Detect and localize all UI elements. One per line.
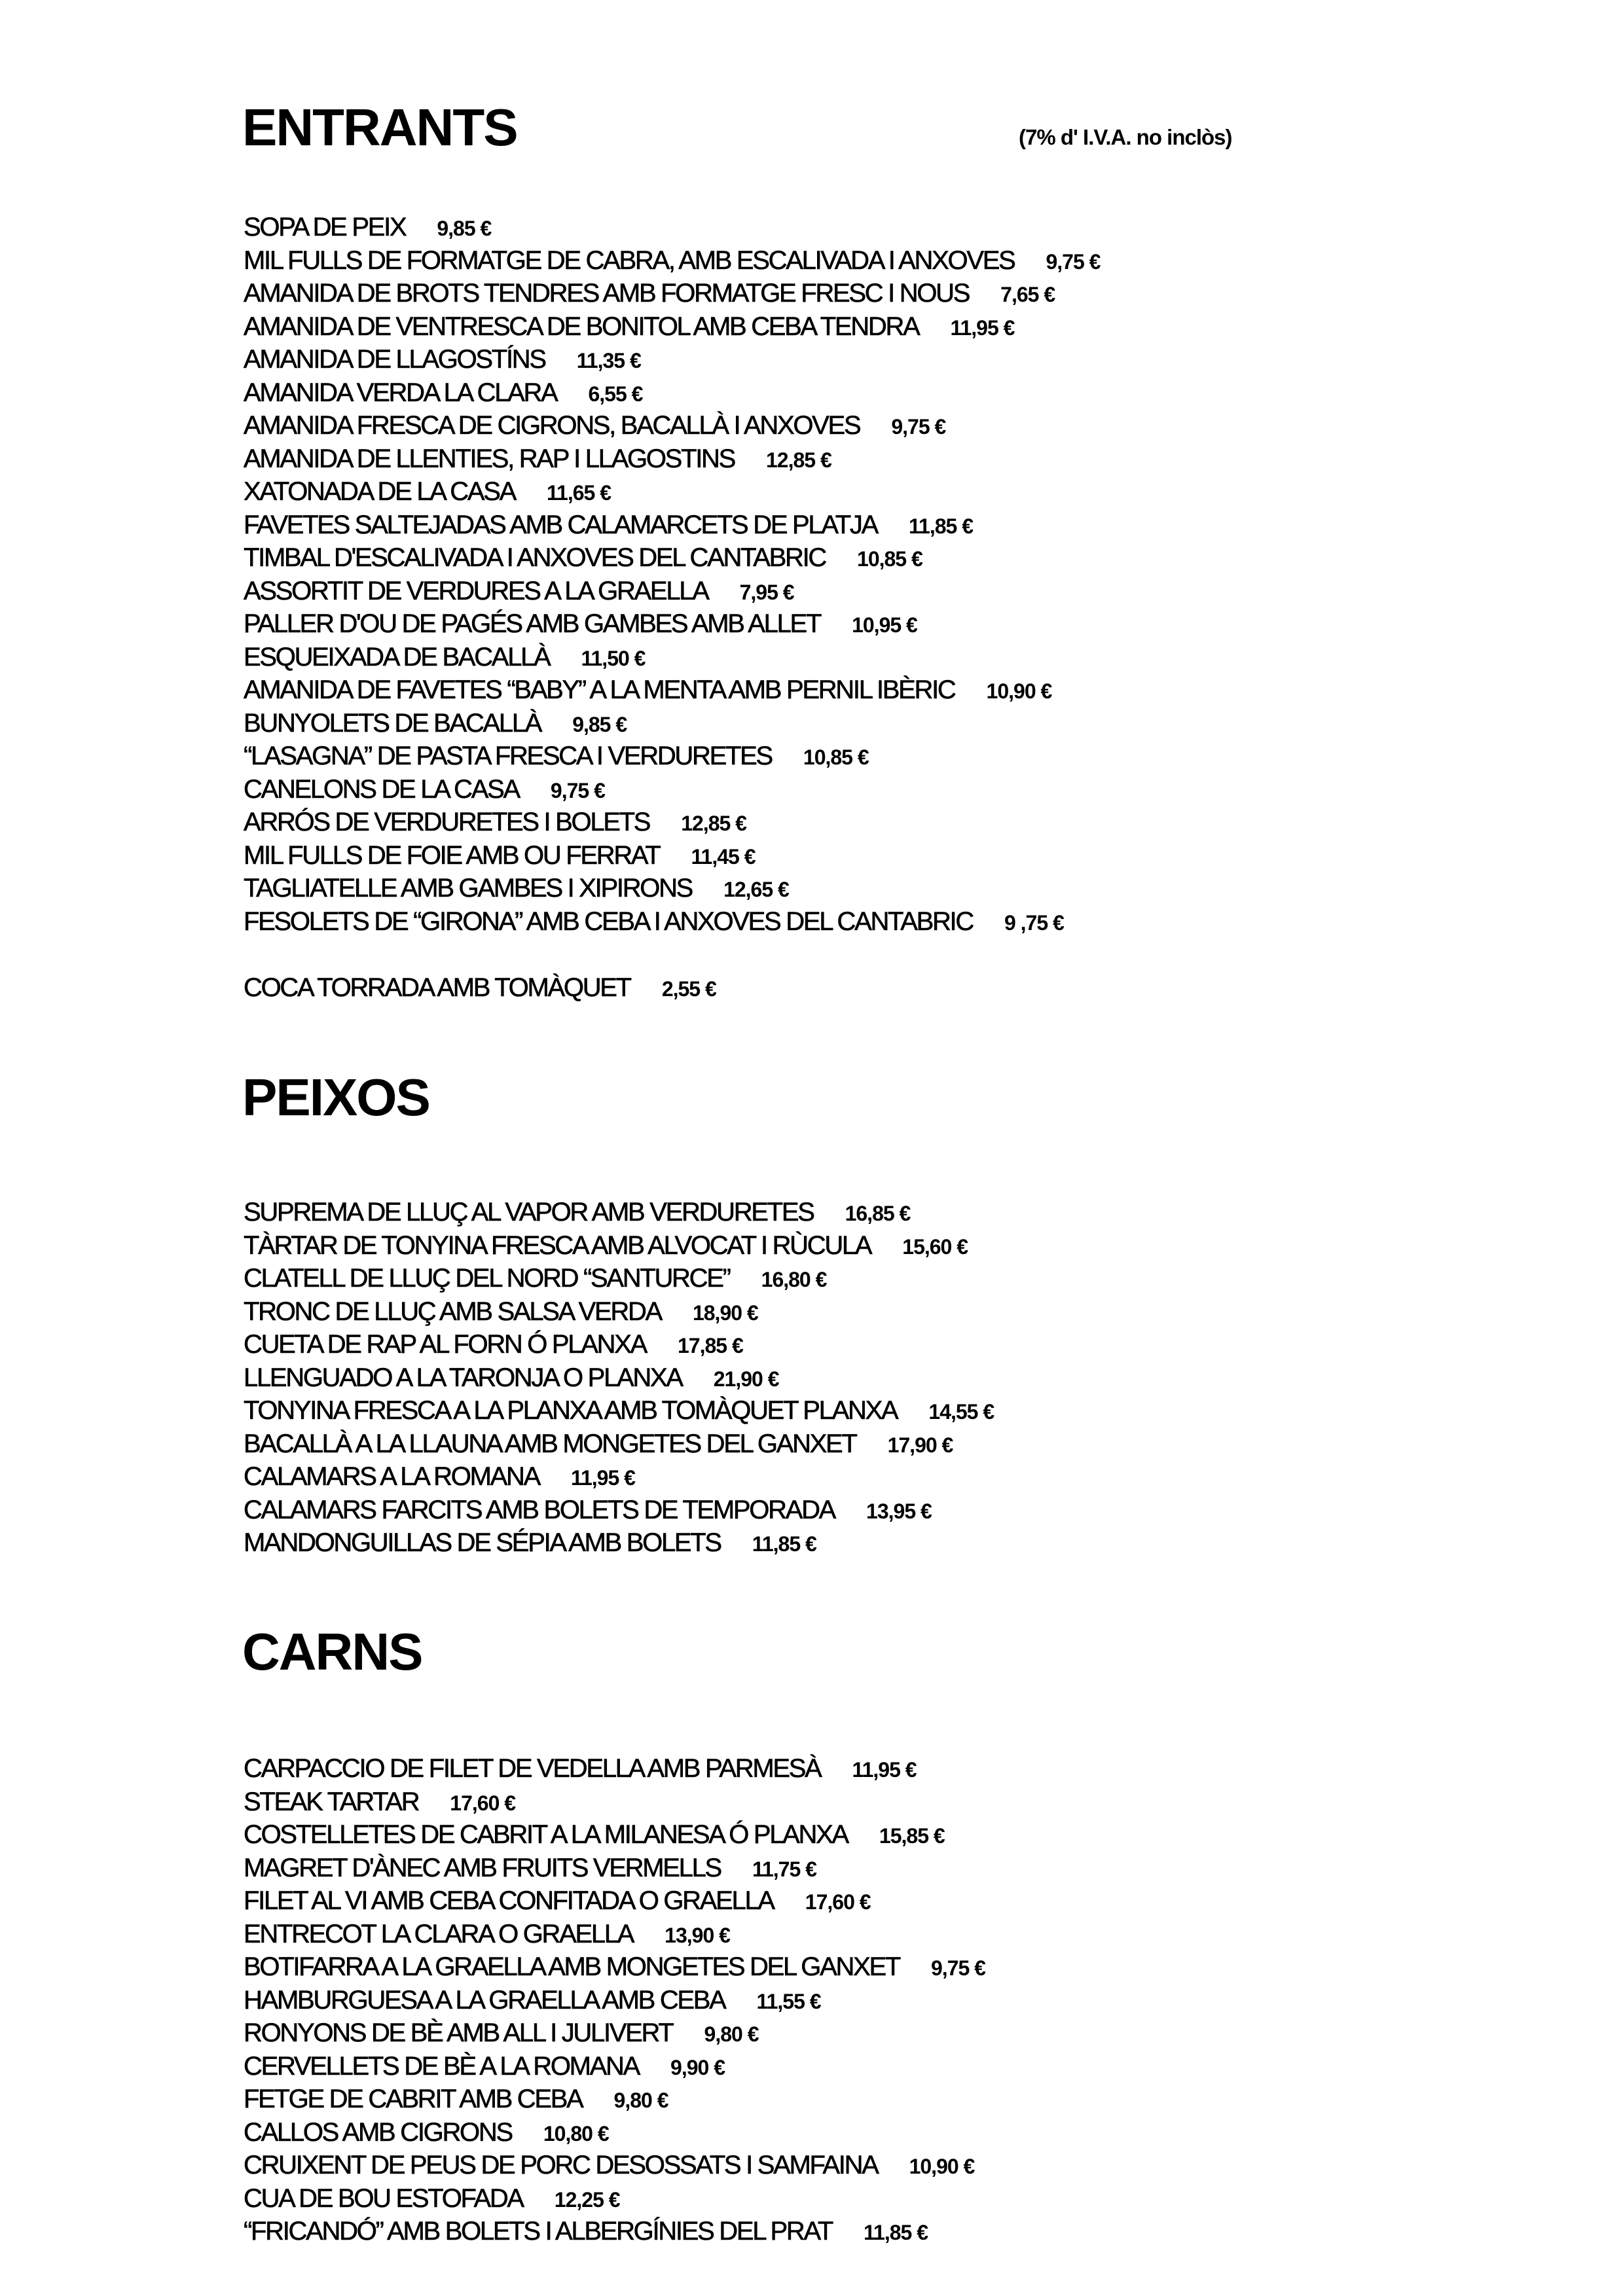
item-name: TAGLIATELLE AMB GAMBES I XIPIRONS xyxy=(244,874,693,903)
menu-item xyxy=(244,1196,994,1229)
item-name: AMANIDA FRESCA DE CIGRONS, BACALLÀ I ANXOVES xyxy=(244,411,860,440)
item-price: 9,90 € xyxy=(670,2055,725,2079)
item-name: LLENGUADO A LA TARONJA O PLANXA xyxy=(244,1363,682,1392)
item-name: ARRÓS DE VERDURETES I BOLETS xyxy=(244,808,650,836)
item-price: 6,55 € xyxy=(588,382,643,406)
menu-item xyxy=(244,1852,985,1885)
menu-item xyxy=(244,1950,985,1984)
item-name: CALLOS AMB CIGRONS xyxy=(244,2117,512,2147)
menu-item xyxy=(244,1918,985,1951)
item-name: PALLER D'OU DE PAGÉS AMB GAMBES AMB ALLET xyxy=(244,609,821,638)
item-price: 12,85 € xyxy=(681,812,746,835)
menu-item xyxy=(244,1427,994,1461)
menu-item xyxy=(244,2149,985,2182)
item-name: CANELONS DE LA CASA xyxy=(244,774,519,804)
menu-item xyxy=(244,277,1100,310)
item-name: CUETA DE RAP AL FORN Ó PLANXA xyxy=(244,1330,646,1359)
menu-item xyxy=(244,905,1100,939)
item-price: 11,95 € xyxy=(950,315,1015,340)
item-price: 12,25 € xyxy=(554,2187,620,2212)
menu-item xyxy=(244,2083,985,2116)
item-name: CALAMARS A LA ROMANA xyxy=(244,1462,539,1491)
menu-item xyxy=(244,2017,985,2050)
menu-item xyxy=(244,575,1100,608)
item-price: 17,60 € xyxy=(450,1791,516,1815)
entrants-list xyxy=(244,211,1100,1004)
item-price: 10,90 € xyxy=(986,679,1052,703)
item-price: 12,65 € xyxy=(723,878,789,901)
item-price: 17,85 € xyxy=(677,1334,743,1357)
item-name: FILET AL VI AMB CEBA CONFITADA O GRAELLA xyxy=(244,1886,774,1915)
section-title-peixos: PEIXOS xyxy=(242,1068,429,1126)
menu-item xyxy=(244,376,1100,410)
item-name: MIL FULLS DE FOIE AMB OU FERRAT xyxy=(244,840,660,870)
item-price: 16,80 € xyxy=(761,1268,827,1291)
item-price: 11,75 € xyxy=(752,1857,816,1881)
item-name: ESQUEIXADA DE BACALLÀ xyxy=(244,642,550,672)
menu-item xyxy=(244,541,1100,575)
menu-item xyxy=(244,1526,994,1560)
item-name: MANDONGUILLAS DE SÉPIA AMB BOLETS xyxy=(244,1528,721,1557)
menu-item xyxy=(244,310,1100,344)
item-price: 11,55 € xyxy=(756,1989,821,2013)
item-name: AMANIDA DE BROTS TENDRES AMB FORMATGE FRESC I NOUS xyxy=(244,279,970,308)
item-price: 9,75 € xyxy=(1046,249,1101,274)
menu-item xyxy=(244,673,1100,707)
item-name: HAMBURGUESA A LA GRAELLA AMB CEBA xyxy=(244,1985,725,2015)
item-name: BUNYOLETS DE BACALLÀ xyxy=(244,708,541,738)
item-price: 21,90 € xyxy=(713,1367,779,1391)
item-name: STEAK TARTAR xyxy=(244,1787,419,1816)
menu-item xyxy=(244,773,1100,806)
menu-item xyxy=(244,1295,994,1329)
menu-item xyxy=(244,1884,985,1918)
item-price: 9,75 € xyxy=(891,415,946,439)
menu-item xyxy=(244,2116,985,2149)
item-price: 15,60 € xyxy=(902,1234,968,1259)
menu-item xyxy=(244,1361,994,1395)
item-price: 14,55 € xyxy=(928,1400,994,1424)
item-price: 11,65 € xyxy=(547,481,611,505)
menu-item xyxy=(244,806,1100,839)
menu-item xyxy=(244,2182,985,2215)
section-title-carns: CARNS xyxy=(242,1623,422,1681)
peixos-list xyxy=(244,1196,994,1560)
item-price: 17,60 € xyxy=(805,1890,871,1914)
menu-item xyxy=(244,1328,994,1361)
item-name: “FRICANDÓ” AMB BOLETS I ALBERGÍNIES DEL PRAT xyxy=(244,2217,833,2246)
item-name: FAVETES SALTEJADAS AMB CALAMARCETS DE PLATJA xyxy=(244,510,877,539)
menu-item xyxy=(244,1752,985,1785)
menu-item xyxy=(244,2050,985,2083)
menu-item xyxy=(244,1785,985,1819)
menu-item xyxy=(244,1460,994,1494)
menu-item xyxy=(244,1818,985,1852)
item-price: 12,85 € xyxy=(765,448,831,472)
item-price: 10,85 € xyxy=(857,547,922,571)
item-name: CLATELL DE LLUÇ DEL NORD “SANTURCE” xyxy=(244,1264,730,1293)
item-name: TÀRTAR DE TONYINA FRESCA AMB ALVOCAT I RÙCULA xyxy=(244,1230,871,1260)
menu-item xyxy=(244,244,1100,278)
menu-item xyxy=(244,607,1100,641)
item-name: TONYINA FRESCA A LA PLANXA AMB TOMÀQUET PLANXA xyxy=(244,1396,898,1425)
item-name: FESOLETS DE “GIRONA” AMB CEBA I ANXOVES DEL CANTABRIC xyxy=(244,906,973,936)
menu-item xyxy=(244,2215,985,2248)
item-price: 11,85 € xyxy=(908,514,973,538)
item-price: 9,80 € xyxy=(704,2022,759,2046)
item-name: MAGRET D'ÀNEC AMB FRUITS VERMELLS xyxy=(244,1853,721,1882)
item-price: 9,75 € xyxy=(550,778,605,802)
item-name: COSTELLETES DE CABRIT A LA MILANESA Ó PLANXA xyxy=(244,1820,848,1849)
item-price: 11,50 € xyxy=(581,646,646,670)
item-price: 13,95 € xyxy=(866,1499,932,1523)
menu-item xyxy=(244,1229,994,1263)
item-name: AMANIDA VERDA LA CLARA xyxy=(244,378,557,407)
item-price: 9,80 € xyxy=(613,2089,668,2112)
menu-item xyxy=(244,343,1100,376)
item-name: ENTRECOT LA CLARA O GRAELLA xyxy=(244,1919,634,1948)
item-name: BACALLÀ A LA LLAUNA AMB MONGETES DEL GANXET xyxy=(244,1429,856,1458)
item-price: 10,95 € xyxy=(852,613,917,637)
menu-item xyxy=(244,839,1100,872)
item-price: 11,95 € xyxy=(852,1758,917,1782)
menu-item xyxy=(244,740,1100,773)
item-name: COCA TORRADA AMB TOMÀQUET xyxy=(244,973,630,1002)
item-price: 11,95 € xyxy=(570,1466,635,1490)
item-name: CALAMARS FARCITS AMB BOLETS DE TEMPORADA xyxy=(244,1495,835,1524)
item-price: 9,85 € xyxy=(572,712,627,736)
menu-item xyxy=(244,509,1100,542)
menu-item xyxy=(244,1262,994,1295)
menu-item xyxy=(244,211,1100,244)
menu-item xyxy=(244,641,1100,674)
item-price: 13,90 € xyxy=(665,1923,730,1947)
item-name: AMANIDA DE LLENTIES, RAP I LLAGOSTINS xyxy=(244,444,735,473)
item-price: 17,90 € xyxy=(887,1433,953,1457)
item-name: CUA DE BOU ESTOFADA xyxy=(244,2183,523,2213)
menu-item xyxy=(244,707,1100,740)
item-name: ASSORTIT DE VERDURES A LA GRAELLA xyxy=(244,576,708,605)
item-price: 10,90 € xyxy=(909,2155,975,2178)
section-title-entrants: ENTRANTS xyxy=(242,98,517,156)
menu-item xyxy=(244,971,1100,1005)
item-name: AMANIDA DE FAVETES “BABY” A LA MENTA AMB PERNIL IBÈRIC xyxy=(244,675,955,704)
item-price: 11,45 € xyxy=(691,844,756,869)
item-price: 11,35 € xyxy=(576,349,641,372)
item-price: 10,85 € xyxy=(803,745,869,769)
item-name: BOTIFARRA A LA GRAELLA AMB MONGETES DEL GANXET xyxy=(244,1952,900,1981)
menu-item xyxy=(244,872,1100,905)
item-name: “LASAGNA” DE PASTA FRESCA I VERDURETES xyxy=(244,742,772,770)
item-name: AMANIDA DE VENTRESCA DE BONITOL AMB CEBA TENDRA xyxy=(244,312,919,341)
item-price: 11,85 € xyxy=(752,1532,816,1556)
menu-item xyxy=(244,442,1100,476)
item-price: 15,85 € xyxy=(879,1824,945,1848)
item-name: FETGE DE CABRIT AMB CEBA xyxy=(244,2085,583,2113)
item-name: XATONADA DE LA CASA xyxy=(244,477,515,506)
vat-note: (7% d' I.V.A. no inclòs) xyxy=(1019,125,1232,149)
item-price: 18,90 € xyxy=(692,1300,758,1325)
menu-item xyxy=(244,1494,994,1527)
item-price: 7,95 € xyxy=(739,580,794,604)
item-price: 9,85 € xyxy=(437,217,492,240)
item-name: SOPA DE PEIX xyxy=(244,213,406,242)
menu-item xyxy=(244,1394,994,1427)
menu-item xyxy=(244,409,1100,442)
item-price: 9,75 € xyxy=(930,1956,985,1980)
carns-list xyxy=(244,1752,985,2248)
item-name: TRONC DE LLUÇ AMB SALSA VERDA xyxy=(244,1297,661,1326)
item-name: CARPACCIO DE FILET DE VEDELLA AMB PARMESÀ xyxy=(244,1754,821,1783)
item-price: 11,85 € xyxy=(864,2221,928,2244)
item-price: 7,65 € xyxy=(1000,283,1055,306)
item-name: RONYONS DE BÈ AMB ALL I JULIVERT xyxy=(244,2018,673,2047)
item-name: SUPREMA DE LLUÇ AL VAPOR AMB VERDURETES xyxy=(244,1198,814,1227)
item-name: AMANIDA DE LLAGOSTÍNS xyxy=(244,345,545,374)
item-price: 2,55 € xyxy=(661,977,716,1001)
item-name: CRUIXENT DE PEUS DE PORC DESOSSATS I SAMFAINA xyxy=(244,2151,878,2179)
item-name: TIMBAL D'ESCALIVADA I ANXOVES DEL CANTABRIC xyxy=(244,543,826,572)
item-name: MIL FULLS DE FORMATGE DE CABRA, AMB ESCALIVADA I ANXOVES xyxy=(244,245,1015,275)
menu-item xyxy=(244,475,1100,509)
item-price: 10,80 € xyxy=(543,2121,609,2145)
item-price: 9 ,75 € xyxy=(1004,910,1064,935)
menu-item xyxy=(244,1984,985,2017)
item-price: 16,85 € xyxy=(845,1202,911,1225)
item-name: CERVELLETS DE BÈ A LA ROMANA xyxy=(244,2051,640,2081)
